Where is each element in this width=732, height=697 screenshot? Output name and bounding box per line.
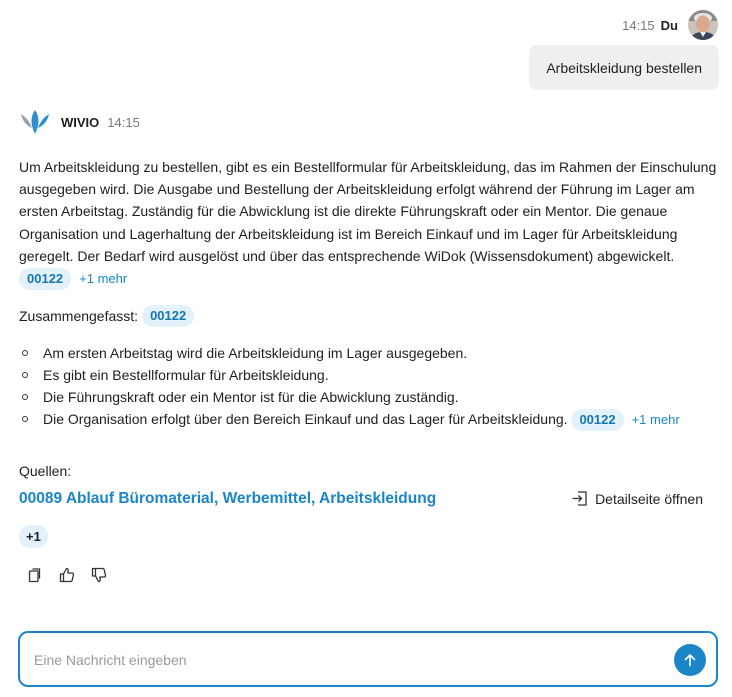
user-message-text: Arbeitskleidung bestellen	[546, 59, 702, 76]
bullet-more-link[interactable]: +1 mehr	[631, 412, 680, 428]
bot-name: WIVIO	[61, 114, 100, 130]
send-button[interactable]	[674, 644, 706, 676]
summary-line	[19, 305, 194, 327]
user-message-author: Du	[660, 17, 678, 33]
bot-answer	[19, 156, 719, 290]
bullet-citation-badge[interactable]: 00122	[571, 409, 623, 431]
list-item	[19, 408, 719, 430]
user-avatar	[688, 10, 718, 40]
message-composer	[18, 631, 718, 687]
bullet-text: Es gibt ein Bestellformular für Arbeitskleidung.	[43, 367, 329, 383]
open-detail-page-label: Detailseite öffnen	[595, 490, 703, 507]
more-sources-badge[interactable]: +1	[19, 525, 48, 548]
bot-message-time: 14:15	[107, 114, 140, 130]
list-item	[19, 342, 719, 364]
thumbs-down-icon[interactable]	[90, 566, 108, 584]
source-link[interactable]: 00089 Ablauf Büromaterial, Werbemittel, Arbeitskleidung	[19, 490, 437, 507]
open-in-icon	[571, 490, 588, 507]
summary-bullet-list	[19, 342, 719, 430]
wivio-leaf-logo	[19, 108, 51, 136]
open-detail-page-button[interactable]	[571, 490, 703, 507]
summary-citation-badge[interactable]: 00122	[142, 305, 194, 327]
user-message-bubble	[529, 45, 719, 90]
sources-label: Quellen:	[19, 463, 72, 479]
bot-message-meta	[19, 108, 140, 136]
bullet-text: Am ersten Arbeitstag wird die Arbeitskleidung im Lager ausgegeben.	[43, 345, 468, 361]
list-item	[19, 386, 719, 408]
message-input[interactable]	[34, 649, 654, 671]
bullet-text: Die Organisation erfolgt über den Bereich Einkauf und das Lager für Arbeitskleidung.	[43, 411, 568, 427]
message-actions	[26, 566, 108, 584]
list-item	[19, 364, 719, 386]
summary-label: Zusammengefasst:	[19, 308, 139, 324]
copy-icon[interactable]	[26, 566, 44, 584]
user-message-time: 14:15	[622, 17, 655, 33]
bullet-text: Die Führungskraft oder ein Mentor ist für die Abwicklung zuständig.	[43, 389, 459, 405]
user-message-meta	[622, 10, 718, 40]
arrow-up-icon	[683, 653, 697, 667]
answer-text: Um Arbeitskleidung zu bestellen, gibt es ein Bestellformular für Arbeitskleidung, das im Rahmen der Einschulung ausgegeben wird. Die Ausgabe und Bestellung der Arbeitskleidung erfolgt während der Führung im Lager am ersten Arbeitstag. Zuständig für die Abwicklung ist die direkte Führungskraft oder ein Mentor. Die genaue Organisation und Lagerhaltung der Arbeitskleidung ist im Bereich Einkauf und im Lager für Arbeitskleidung geregelt. Der Bedarf wird ausgelöst und über das entsprechende WiDok (Wissensdokument) abgewickelt.	[19, 159, 717, 264]
answer-more-link[interactable]: +1 mehr	[79, 271, 128, 287]
answer-citation-badge[interactable]: 00122	[19, 268, 71, 290]
thumbs-up-icon[interactable]	[58, 566, 76, 584]
